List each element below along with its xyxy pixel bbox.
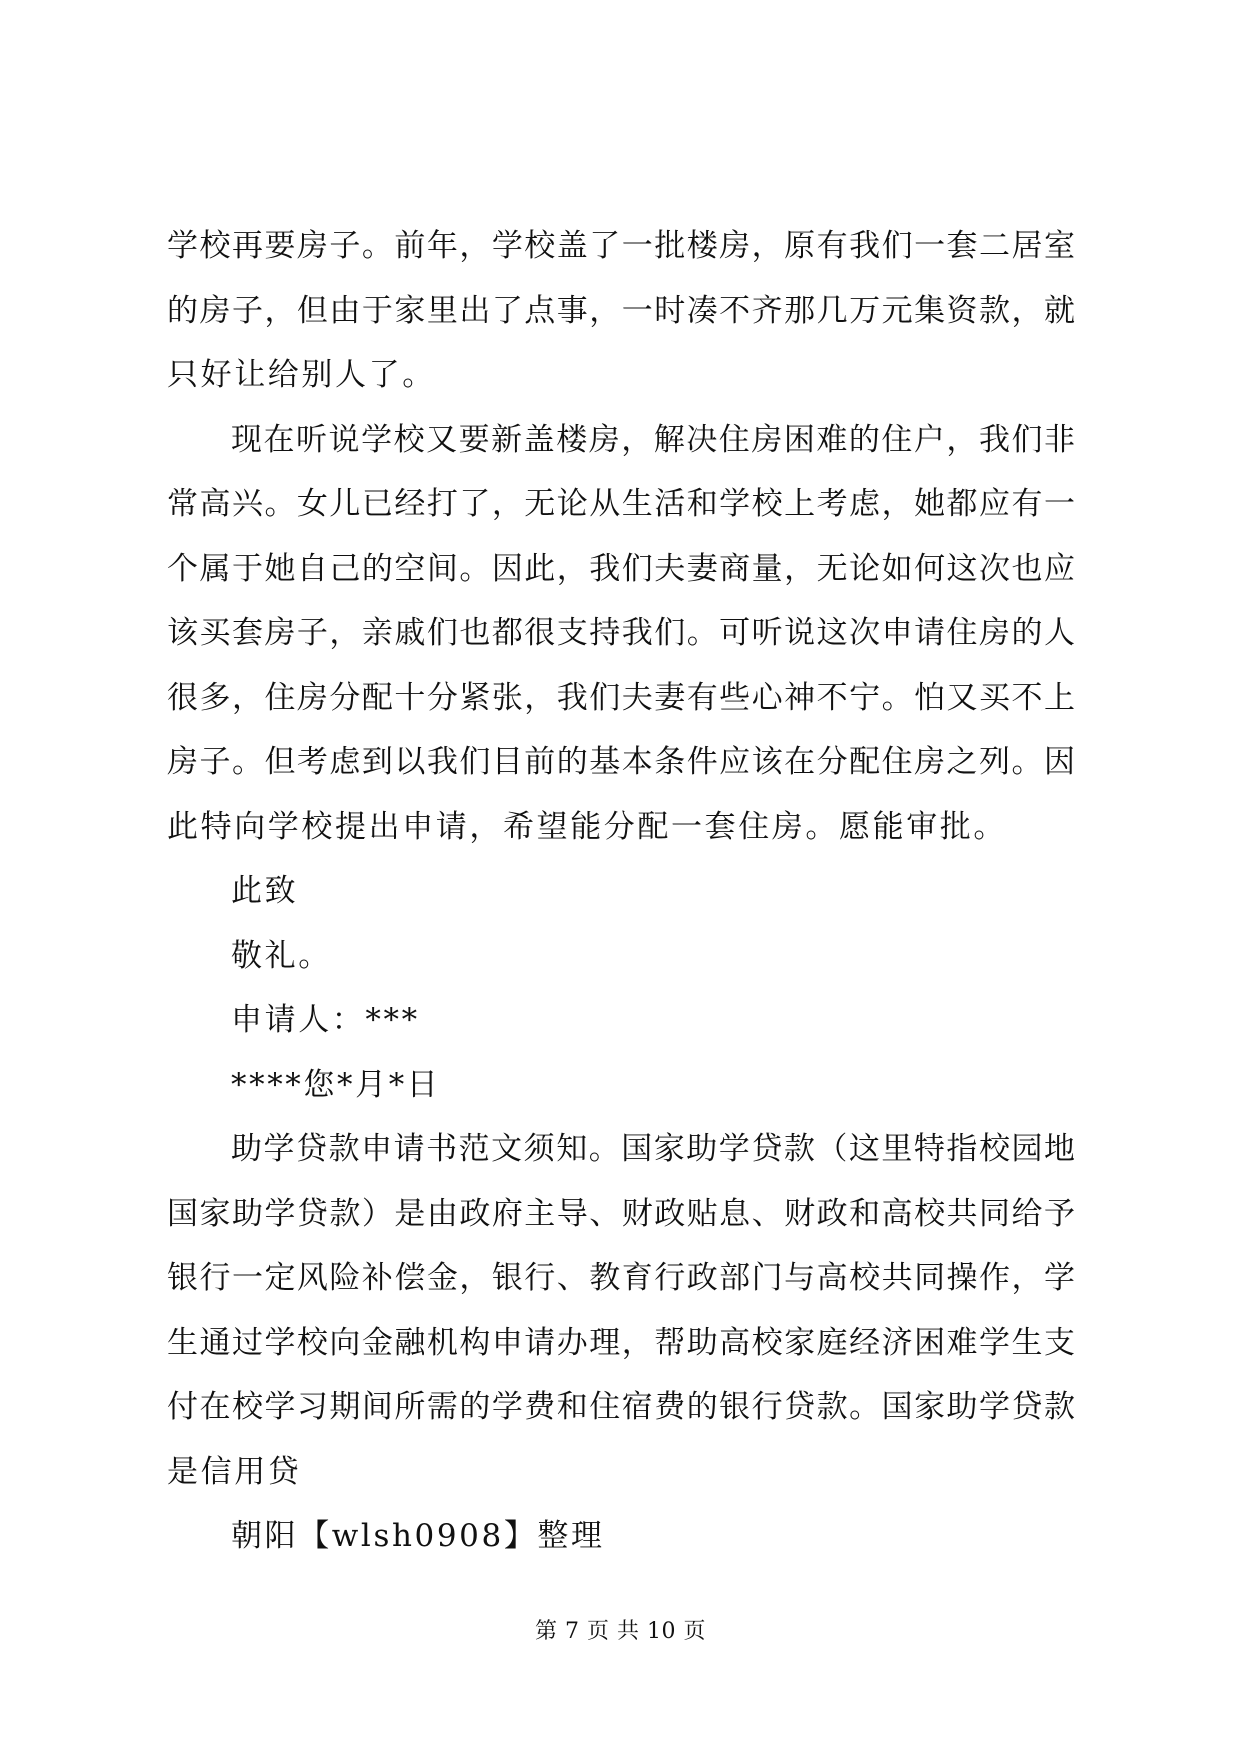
text-line-8: 很多，住房分配十分紧张，我们夫妻有些心神不宁。怕又买不上: [167, 679, 1075, 716]
text-line-19: 付在校学习期间所需的学费和住宿费的银行贷款。国家助学贷款: [167, 1389, 1075, 1425]
text-line-6: 个属于她自己的空间。因此，我们夫妻商量，无论如何这次也应: [167, 550, 1075, 587]
text-line-5: 常高兴。女儿已经打了，无论从生活和学校上考虑，她都应有一: [167, 486, 1075, 522]
text-line-10: 此特向学校提出申请，希望能分配一套住房。愿能审批。: [167, 808, 1007, 845]
text-line-7: 该买套房子，亲戚们也都很支持我们。可听说这次申请住房的人: [167, 615, 1075, 651]
text-line-16: 国家助学贷款）是由政府主导、财政贴息、财政和高校共同给予: [167, 1195, 1075, 1232]
text-line-4: 现在听说学校又要新盖楼房，解决住房困难的住户，我们非: [231, 421, 1075, 458]
text-line-20: 是信用贷: [167, 1453, 302, 1490]
text-line-9: 房子。但考虑到以我们目前的基本条件应该在分配住房之列。因: [167, 744, 1075, 780]
text-line-2: 的房子，但由于家里出了点事，一时凑不齐那几万元集资款，就: [167, 292, 1075, 329]
applicant-line: 申请人：***: [231, 1002, 420, 1038]
text-line-1: 学校再要房子。前年，学校盖了一批楼房，原有我们一套二居室: [167, 228, 1075, 264]
text-line-17: 银行一定风险补偿金，银行、教育行政部门与高校共同操作，学: [167, 1260, 1075, 1296]
text-line-15: 助学贷款申请书范文须知。国家助学贷款（这里特指校园地: [231, 1131, 1075, 1167]
salutation-line: 敬礼。: [231, 937, 332, 974]
closing-line: 此致: [231, 873, 299, 909]
editor-credit-line: 朝阳【wlsh0908】整理: [231, 1518, 605, 1554]
page-number-footer: 第 7 页 共 10 页: [535, 1619, 706, 1644]
text-line-3: 只好让给别人了。: [167, 357, 436, 393]
text-line-18: 生通过学校向金融机构申请办理，帮助高校家庭经济困难学生支: [167, 1324, 1075, 1361]
date-line: ****您*月*日: [231, 1066, 441, 1103]
document-body: [167, 226, 1075, 1581]
